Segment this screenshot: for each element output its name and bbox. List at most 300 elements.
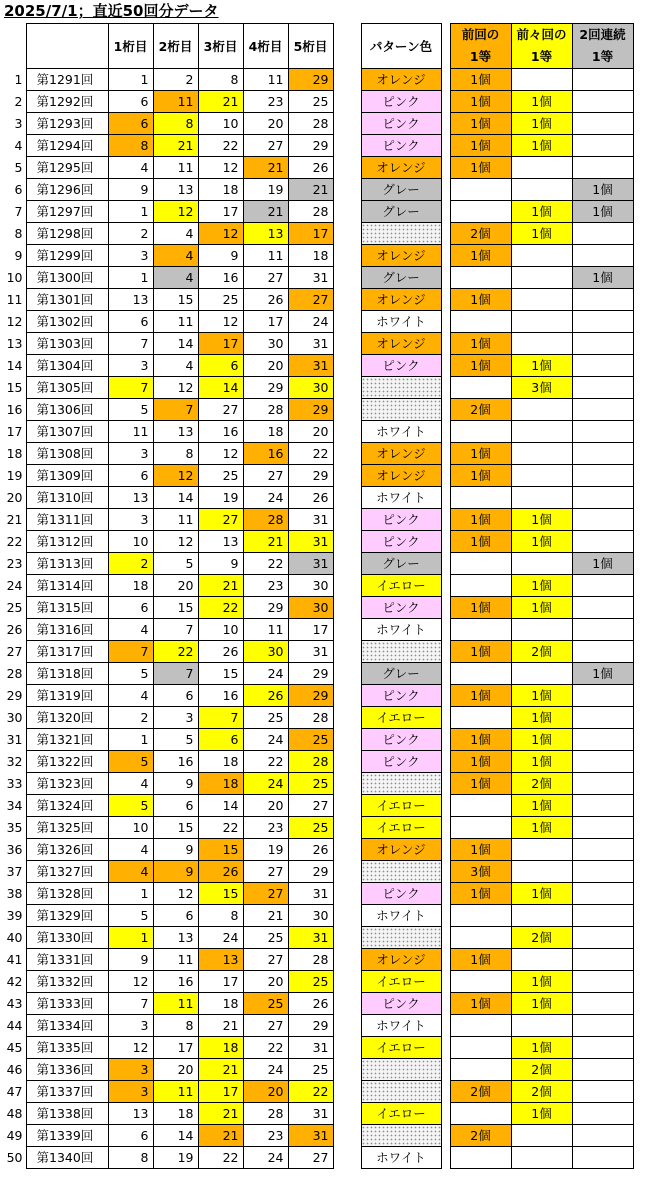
prev-first-prize-cell: 1個 [450, 597, 511, 619]
row-number: 16 [6, 402, 23, 417]
digit-2-cell: 9 [153, 773, 198, 795]
digit-5-cell: 28 [288, 201, 333, 223]
digit-5-cell: 29 [288, 1015, 333, 1037]
row-number: 21 [6, 512, 23, 527]
row-number: 31 [6, 732, 23, 747]
digit-1-header: 1桁目 [108, 24, 153, 69]
digit-5-cell: 29 [288, 861, 333, 883]
column-gap [333, 949, 361, 971]
prev2-first-prize-cell [511, 905, 572, 927]
digit-3-cell: 27 [198, 399, 243, 421]
digit-5-cell: 22 [288, 1081, 333, 1103]
table-row [4, 751, 633, 773]
header-line: 前回の [461, 27, 500, 42]
digit-2-cell: 4 [153, 355, 198, 377]
digit-1-cell: 1 [108, 201, 153, 223]
pattern-color-cell: ピンク [361, 509, 441, 531]
digit-2-cell: 13 [153, 927, 198, 949]
prev-first-prize-cell: 1個 [450, 355, 511, 377]
digit-2-cell: 12 [153, 201, 198, 223]
table-row [4, 663, 633, 685]
digit-3-cell: 15 [198, 839, 243, 861]
pattern-color-cell [361, 377, 441, 399]
digit-2-cell: 12 [153, 531, 198, 553]
digit-5-cell: 31 [288, 1103, 333, 1125]
digit-1-cell: 1 [108, 883, 153, 905]
digit-4-cell: 18 [243, 421, 288, 443]
table-row [4, 157, 633, 179]
draw-number-cell: 第1323回 [26, 773, 108, 795]
consecutive-first-prize-cell [572, 245, 633, 267]
pattern-color-cell: オレンジ [361, 289, 441, 311]
digit-2-cell: 8 [153, 443, 198, 465]
column-gap [333, 245, 361, 267]
digit-2-header: 2桁目 [153, 24, 198, 69]
pattern-color-cell: ピンク [361, 729, 441, 751]
table-row [4, 597, 633, 619]
digit-1-cell: 4 [108, 839, 153, 861]
draw-number-cell: 第1331回 [26, 949, 108, 971]
draw-number-cell: 第1336回 [26, 1059, 108, 1081]
digit-3-cell: 21 [198, 1059, 243, 1081]
column-gap [333, 641, 361, 663]
row-number: 45 [6, 1040, 23, 1055]
table-row [4, 1015, 633, 1037]
pattern-color-cell: ホワイト [361, 1147, 441, 1169]
table-row [4, 861, 633, 883]
column-gap [441, 619, 450, 641]
pattern-color-cell [361, 1059, 441, 1081]
column-gap [333, 839, 361, 861]
draw-number-cell: 第1328回 [26, 883, 108, 905]
digit-4-cell: 29 [243, 377, 288, 399]
digit-3-cell: 25 [198, 465, 243, 487]
digit-5-cell: 30 [288, 575, 333, 597]
row-number: 1 [14, 72, 23, 87]
digit-3-cell: 12 [198, 157, 243, 179]
draw-number-cell: 第1310回 [26, 487, 108, 509]
digit-4-cell: 27 [243, 267, 288, 289]
digit-5-cell: 29 [288, 399, 333, 421]
column-gap [333, 91, 361, 113]
draw-number-cell: 第1313回 [26, 553, 108, 575]
digit-5-cell: 31 [288, 509, 333, 531]
digit-5-cell: 31 [288, 333, 333, 355]
row-number: 29 [6, 688, 23, 703]
pattern-color-cell: オレンジ [361, 245, 441, 267]
digit-1-cell: 6 [108, 311, 153, 333]
digit-4-cell: 24 [243, 773, 288, 795]
digit-1-cell: 3 [108, 355, 153, 377]
digit-2-cell: 12 [153, 465, 198, 487]
prev-first-prize-cell: 1個 [450, 157, 511, 179]
digit-1-cell: 3 [108, 1081, 153, 1103]
column-gap [333, 399, 361, 421]
consecutive-first-prize-cell [572, 641, 633, 663]
column-gap [333, 333, 361, 355]
column-gap [441, 795, 450, 817]
digit-1-cell: 6 [108, 465, 153, 487]
column-gap [333, 1125, 361, 1147]
draw-number-cell: 第1297回 [26, 201, 108, 223]
digit-1-cell: 13 [108, 487, 153, 509]
column-gap [441, 685, 450, 707]
prev-first-prize-cell: 1個 [450, 465, 511, 487]
prev2-first-prize-cell: 1個 [511, 355, 572, 377]
digit-5-cell: 20 [288, 421, 333, 443]
digit-2-cell: 16 [153, 971, 198, 993]
digit-5-cell: 21 [288, 179, 333, 201]
column-gap [333, 69, 361, 91]
column-gap [441, 157, 450, 179]
row-number: 49 [6, 1128, 23, 1143]
digit-2-cell: 15 [153, 597, 198, 619]
digit-2-cell: 14 [153, 487, 198, 509]
prev2-first-prize-cell [511, 1015, 572, 1037]
digit-5-cell: 31 [288, 1125, 333, 1147]
pattern-color-cell: グレー [361, 553, 441, 575]
prev-first-prize-cell [450, 575, 511, 597]
prev2-first-prize-cell [511, 663, 572, 685]
prev-first-prize-cell: 1個 [450, 773, 511, 795]
digit-1-cell: 4 [108, 157, 153, 179]
column-gap [441, 245, 450, 267]
prev2-first-prize-cell [511, 553, 572, 575]
digit-3-cell: 9 [198, 553, 243, 575]
digit-4-cell: 20 [243, 1081, 288, 1103]
digit-5-cell: 29 [288, 69, 333, 91]
table-row [4, 377, 633, 399]
pattern-color-cell: ホワイト [361, 487, 441, 509]
column-gap [333, 883, 361, 905]
digit-2-cell: 11 [153, 993, 198, 1015]
digit-1-cell: 12 [108, 1037, 153, 1059]
column-gap [333, 729, 361, 751]
draw-number-cell: 第1338回 [26, 1103, 108, 1125]
prev-first-prize-cell [450, 267, 511, 289]
column-gap [333, 575, 361, 597]
prev-first-prize-cell: 1個 [450, 839, 511, 861]
digit-5-cell: 28 [288, 113, 333, 135]
draw-number-cell: 第1334回 [26, 1015, 108, 1037]
column-gap [441, 135, 450, 157]
pattern-color-cell: グレー [361, 663, 441, 685]
prev2-first-prize-cell [511, 861, 572, 883]
pattern-color-cell [361, 927, 441, 949]
digit-4-cell: 24 [243, 1147, 288, 1169]
draw-number-cell: 第1303回 [26, 333, 108, 355]
prev-first-prize-cell: 2個 [450, 1125, 511, 1147]
row-number: 4 [14, 138, 23, 153]
digit-3-cell: 10 [198, 619, 243, 641]
digit-4-cell: 24 [243, 663, 288, 685]
digit-2-cell: 7 [153, 663, 198, 685]
digit-5-cell: 31 [288, 355, 333, 377]
prev-first-prize-cell: 1個 [450, 751, 511, 773]
column-gap [441, 553, 450, 575]
prev2-first-prize-cell: 2個 [511, 1081, 572, 1103]
prev2-first-prize-cell [511, 949, 572, 971]
table-row [4, 245, 633, 267]
consecutive-first-prize-cell [572, 399, 633, 421]
column-gap [441, 69, 450, 91]
prev2-first-prize-cell [511, 465, 572, 487]
prev2-first-prize-cell: 1個 [511, 729, 572, 751]
column-gap [333, 795, 361, 817]
prev-first-prize-cell: 1個 [450, 531, 511, 553]
column-gap [333, 377, 361, 399]
digit-2-cell: 9 [153, 861, 198, 883]
digit-4-cell: 27 [243, 465, 288, 487]
table-row [4, 509, 633, 531]
column-gap [333, 1059, 361, 1081]
prev-first-prize-cell: 2個 [450, 223, 511, 245]
row-number: 44 [6, 1018, 23, 1033]
draw-number-cell: 第1296回 [26, 179, 108, 201]
row-number: 20 [6, 490, 23, 505]
digit-5-cell: 29 [288, 465, 333, 487]
consecutive-first-prize-cell [572, 135, 633, 157]
prev2-first-prize-cell [511, 1125, 572, 1147]
digit-3-cell: 17 [198, 201, 243, 223]
column-gap [333, 619, 361, 641]
digit-5-cell: 17 [288, 619, 333, 641]
consecutive-first-prize-cell: 1個 [572, 179, 633, 201]
digit-1-cell: 1 [108, 69, 153, 91]
consecutive-first-prize-cell [572, 113, 633, 135]
digit-4-cell: 11 [243, 69, 288, 91]
digit-1-cell: 6 [108, 597, 153, 619]
pattern-color-cell: ホワイト [361, 619, 441, 641]
row-number: 12 [6, 314, 23, 329]
digit-3-cell: 18 [198, 773, 243, 795]
draw-number-cell: 第1292回 [26, 91, 108, 113]
draw-number-cell: 第1333回 [26, 993, 108, 1015]
table-row [4, 553, 633, 575]
digit-3-cell: 18 [198, 1037, 243, 1059]
digit-5-cell: 24 [288, 311, 333, 333]
column-gap [441, 333, 450, 355]
draw-number-cell: 第1321回 [26, 729, 108, 751]
column-gap [333, 421, 361, 443]
row-number: 8 [14, 226, 23, 241]
column-gap [441, 421, 450, 443]
digit-3-cell: 27 [198, 509, 243, 531]
draw-number-cell: 第1299回 [26, 245, 108, 267]
row-number: 25 [6, 600, 23, 615]
column-gap [441, 443, 450, 465]
row-number: 23 [6, 556, 23, 571]
digit-4-cell: 16 [243, 443, 288, 465]
digit-5-cell: 31 [288, 1037, 333, 1059]
pattern-color-cell: ピンク [361, 751, 441, 773]
consecutive-first-prize-cell [572, 597, 633, 619]
table-row [4, 135, 633, 157]
table-row [4, 399, 633, 421]
consecutive-first-prize-cell [572, 817, 633, 839]
digit-3-cell: 26 [198, 641, 243, 663]
column-gap [333, 487, 361, 509]
column-gap [441, 839, 450, 861]
draw-number-cell: 第1295回 [26, 157, 108, 179]
consecutive-first-prize-cell: 1個 [572, 553, 633, 575]
digit-2-cell: 2 [153, 69, 198, 91]
digit-2-cell: 18 [153, 1103, 198, 1125]
digit-2-cell: 4 [153, 223, 198, 245]
column-gap [333, 531, 361, 553]
draw-number-cell: 第1329回 [26, 905, 108, 927]
table-row [4, 795, 633, 817]
prev-first-prize-cell [450, 1059, 511, 1081]
prev-first-prize-cell: 1個 [450, 509, 511, 531]
digit-4-cell: 24 [243, 729, 288, 751]
row-number: 7 [14, 204, 23, 219]
prev2-first-prize-header [511, 24, 572, 69]
digit-3-cell: 26 [198, 861, 243, 883]
table-row [4, 443, 633, 465]
digit-5-cell: 29 [288, 685, 333, 707]
row-number: 35 [6, 820, 23, 835]
pattern-color-cell: ホワイト [361, 421, 441, 443]
digit-5-cell: 26 [288, 993, 333, 1015]
row-number: 34 [6, 798, 23, 813]
digit-4-cell: 24 [243, 1059, 288, 1081]
prev-first-prize-cell: 1個 [450, 949, 511, 971]
digit-2-cell: 19 [153, 1147, 198, 1169]
consecutive-first-prize-cell [572, 531, 633, 553]
table-row [4, 531, 633, 553]
prev2-first-prize-cell: 1個 [511, 685, 572, 707]
draw-number-cell: 第1308回 [26, 443, 108, 465]
column-gap [333, 113, 361, 135]
pattern-color-cell: ピンク [361, 685, 441, 707]
column-gap [333, 355, 361, 377]
column-gap [441, 1081, 450, 1103]
digit-5-cell: 17 [288, 223, 333, 245]
prev2-first-prize-cell: 1個 [511, 993, 572, 1015]
draw-number-cell: 第1300回 [26, 267, 108, 289]
table-row [4, 729, 633, 751]
digit-4-cell: 25 [243, 707, 288, 729]
digit-2-cell: 6 [153, 685, 198, 707]
row-number: 3 [14, 116, 23, 131]
digit-2-cell: 11 [153, 157, 198, 179]
prev2-first-prize-cell [511, 245, 572, 267]
digit-1-cell: 6 [108, 1125, 153, 1147]
prev2-first-prize-cell: 1個 [511, 509, 572, 531]
column-gap [333, 861, 361, 883]
prev2-first-prize-cell [511, 443, 572, 465]
column-gap [441, 91, 450, 113]
prev-first-prize-cell: 1個 [450, 333, 511, 355]
digit-3-cell: 21 [198, 1103, 243, 1125]
digit-2-cell: 3 [153, 707, 198, 729]
consecutive-first-prize-cell [572, 707, 633, 729]
column-gap [441, 201, 450, 223]
column-gap [441, 465, 450, 487]
digit-4-cell: 21 [243, 201, 288, 223]
digit-5-cell: 31 [288, 641, 333, 663]
digit-1-cell: 4 [108, 773, 153, 795]
consecutive-first-prize-cell [572, 421, 633, 443]
digit-1-cell: 3 [108, 509, 153, 531]
prev-first-prize-cell: 2個 [450, 1081, 511, 1103]
row-number: 13 [6, 336, 23, 351]
digit-3-header: 3桁目 [198, 24, 243, 69]
digit-4-cell: 23 [243, 1125, 288, 1147]
digit-2-cell: 13 [153, 421, 198, 443]
digit-1-cell: 3 [108, 443, 153, 465]
digit-3-cell: 8 [198, 905, 243, 927]
consecutive-first-prize-cell [572, 223, 633, 245]
consecutive-first-prize-header [572, 24, 633, 69]
digit-4-cell: 13 [243, 223, 288, 245]
pattern-color-cell: オレンジ [361, 157, 441, 179]
row-number: 32 [6, 754, 23, 769]
pattern-color-cell: ピンク [361, 531, 441, 553]
digit-1-cell: 3 [108, 1059, 153, 1081]
digit-3-cell: 16 [198, 267, 243, 289]
digit-2-cell: 6 [153, 905, 198, 927]
column-gap [441, 311, 450, 333]
pattern-color-cell: イエロー [361, 1103, 441, 1125]
digit-2-cell: 8 [153, 113, 198, 135]
digit-1-cell: 5 [108, 751, 153, 773]
column-gap [441, 1015, 450, 1037]
pattern-color-cell: グレー [361, 267, 441, 289]
digit-5-cell: 25 [288, 773, 333, 795]
digit-1-cell: 1 [108, 729, 153, 751]
draw-number-cell: 第1306回 [26, 399, 108, 421]
header-line: 1等 [530, 49, 553, 64]
consecutive-first-prize-cell [572, 509, 633, 531]
prev2-first-prize-cell [511, 69, 572, 91]
column-gap [441, 861, 450, 883]
prev2-first-prize-cell: 2個 [511, 773, 572, 795]
header-line: 1等 [469, 49, 492, 64]
row-number: 14 [6, 358, 23, 373]
column-gap [333, 509, 361, 531]
row-number: 6 [14, 182, 23, 197]
digit-3-cell: 22 [198, 135, 243, 157]
draw-number-cell: 第1298回 [26, 223, 108, 245]
digit-3-cell: 17 [198, 333, 243, 355]
prev2-first-prize-cell [511, 839, 572, 861]
consecutive-first-prize-cell [572, 333, 633, 355]
prev2-first-prize-cell: 1個 [511, 971, 572, 993]
consecutive-first-prize-cell [572, 289, 633, 311]
digit-4-cell: 28 [243, 399, 288, 421]
digit-1-cell: 9 [108, 949, 153, 971]
draw-number-cell: 第1337回 [26, 1081, 108, 1103]
row-number: 46 [6, 1062, 23, 1077]
digit-4-cell: 30 [243, 641, 288, 663]
digit-1-cell: 7 [108, 993, 153, 1015]
digit-4-cell: 25 [243, 993, 288, 1015]
column-gap [333, 927, 361, 949]
draw-number-cell: 第1293回 [26, 113, 108, 135]
prev-first-prize-cell [450, 971, 511, 993]
draw-number-cell: 第1302回 [26, 311, 108, 333]
digit-3-cell: 13 [198, 949, 243, 971]
draw-number-cell: 第1339回 [26, 1125, 108, 1147]
column-gap [441, 707, 450, 729]
table-row [4, 223, 633, 245]
column-gap [441, 883, 450, 905]
prev-first-prize-cell [450, 553, 511, 575]
prev2-first-prize-cell: 1個 [511, 1103, 572, 1125]
prev-first-prize-header [450, 24, 511, 69]
